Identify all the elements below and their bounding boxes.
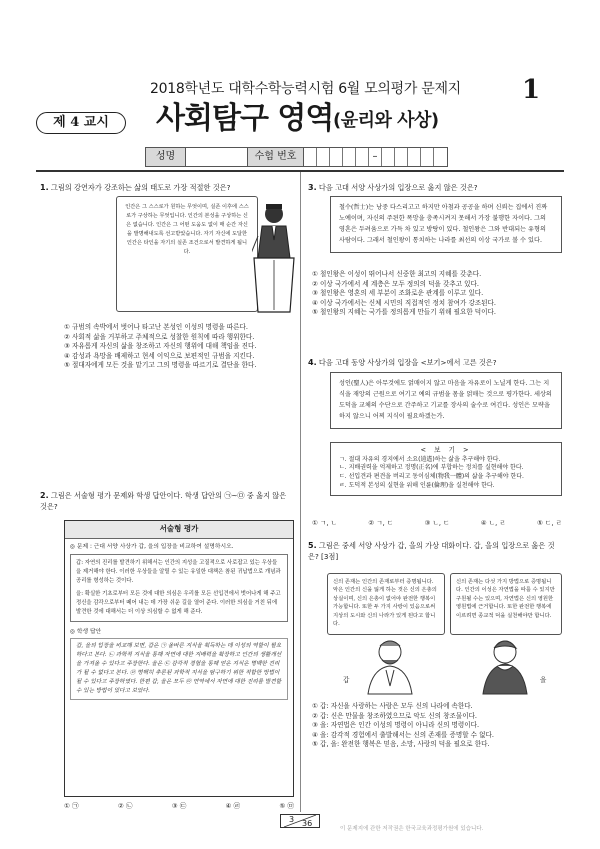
essay-passage	[70, 554, 288, 621]
exam-no-digit[interactable]	[317, 148, 330, 166]
exam-no-label: 수험 번호	[248, 148, 304, 166]
passage-eul: 을: 확실한 기초로부터 모든 것에 대한 의심은 우리를 모든 선입견에서 벗어나게 해 주고 정신을 감각으로부터 떼어 내는 데 가장 쉬운 길을 열어 준다. 이러한 의심을 거친 뒤에 발견한 것에 대해서는 더 이상 의심할 수 없게 해 준다.	[76, 590, 281, 615]
area-title: 사회탐구 영역	[156, 101, 334, 136]
option-3[interactable]: ③ 철인왕은 영혼의 세 부분이 조화로운 관계를 이루고 있다.	[312, 289, 484, 298]
copyright-note: 이 문제지에 관한 저작권은 한국교육과정평가원에 있습니다.	[340, 826, 484, 832]
exam-no-digit[interactable]	[395, 148, 408, 166]
question-text: 그림은 서술형 평가 문제와 학생 답안이다. 학생 답안의 ㉠~㉤ 중 옳지 않은 것은?	[40, 491, 287, 511]
answer-heading: ◎ 학생 답안	[70, 628, 102, 635]
option-3[interactable]: ③ ㄴ, ㄷ	[424, 519, 450, 527]
speech-bubble-eul: 신의 존재는 다섯 가지 방법으로 증명됩니다. 인간의 이성은 자연법을 따를 수 있지만 구원될 수는 있으며, 자연법은 신의 영원한 영원법에 근거합니다. 또한 완전한 행복에 이르려면 종교적 덕을 실천해야만 합니다.	[450, 573, 562, 635]
question-1-stem	[40, 182, 292, 194]
thinker-eul-illustration	[475, 636, 535, 696]
student-answer: 갑, 을의 입장을 비교해 보면, 갑은 ㉠ 올바른 지식을 획득하는 데 이성의 역할이 필요하다고 본다. ㉡ 과학적 지식을 통해 자연에 대한 지배력을 확장하고 인간의 생활개선을 가져올 수 있다고 주장한다. 을은 ㉢ 감각적 경험을 통해 얻은 지식은 명백한 진리가 될 수 없다고 본다. ㉣ 명백히 추론된 과학적 지식을 탐구하기 위한 적합한 방법이 될 수 있다고 주장하였다. 한편 갑, 을은 모두 ㉤ 연역에서 자연에 대한 진리를 발견할 수 있는 방법이 있다고 보았다.	[70, 638, 288, 700]
bogi-box	[330, 442, 562, 496]
lecturer-illustration	[252, 196, 300, 314]
option-4[interactable]: ④ 감성과 욕망을 배제하고 현세 이익으로 보편적인 규범을 지킨다.	[64, 351, 255, 360]
question-text: 다음 고대 동양 사상가의 입장을 <보기>에서 고른 것은?	[318, 358, 497, 367]
exam-no-digit[interactable]	[330, 148, 343, 166]
question-text: 그림의 강연자가 강조하는 삶의 태도로 가장 적절한 것은?	[50, 183, 231, 192]
question-number: 2.	[40, 491, 49, 500]
thinker-gap-illustration	[360, 636, 420, 696]
question-number: 5.	[308, 541, 317, 550]
bogi-item: ㄱ. 절대 자유의 경지에서 소요(逍遙)하는 삶을 추구해야 한다.	[339, 455, 501, 463]
question-number: 1.	[40, 183, 49, 192]
option-1[interactable]: ① 갑: 자신을 사랑하는 사람은 모두 신의 나라에 속한다.	[312, 702, 473, 710]
question-1-options	[64, 323, 298, 371]
option-5[interactable]: ⑤ ㄷ, ㄹ	[537, 519, 562, 527]
option-2[interactable]: ② ㄱ, ㄷ	[368, 519, 394, 527]
option-1[interactable]: ① ㄱ, ㄴ	[312, 519, 337, 527]
bogi-item: ㄹ. 도덕적 본성의 실현을 위해 인륜(倫理)을 실천해야 한다.	[339, 481, 495, 489]
speech-text: 인간은 그 스스로가 원하는 무엇이며, 실존 이후에 스스로가 구상하는 무엇입니다. 인간의 본성을 구상하는 신은 없습니다. 인간은 그 어떤 도움도 없이 매 순간 자신을 발명해내도록 선고받았습니다. 자기 자신에 도달한 인간은 타인을 자기의 실존 조건으로서 발견하게 됩니다.	[125, 204, 249, 256]
exam-no-digit[interactable]	[304, 148, 317, 166]
option-5[interactable]: ⑤ ㉤	[279, 802, 294, 810]
question-4-passage: 성인(聖人)은 아무것에도 얽매이지 않고 마음을 자유로이 노닐게 한다. 그는 지식을 재앙의 근원으로 여기고 예의 규범을 몸을 얽매는 것으로 평가한다. 세상의 도덕을 교체의 수단으로 간주하고 기교를 장사의 술수로 여긴다. 성인은 모략을 하지 않으니 어찌 지식이 필요하겠는가.	[330, 372, 562, 429]
option-4[interactable]: ④ 이상 국가에서는 신체 시민의 직접적인 정치 참여가 강조된다.	[312, 298, 497, 307]
option-2[interactable]: ② ㉡	[117, 802, 133, 810]
option-2[interactable]: ② 이상 국가에서 세 계층은 모두 정의의 덕을 갖추고 있다.	[312, 279, 480, 288]
essay-card	[64, 520, 294, 797]
option-4[interactable]: ④ 을: 감각적 경험에서 출발해서는 신의 존재를 증명할 수 없다.	[312, 730, 494, 739]
exam-no-digit[interactable]	[434, 148, 447, 166]
option-1[interactable]: ① ㉠	[64, 802, 79, 810]
passage-gap: 갑: 자연의 진리를 발견하기 위해서는 인간의 지성을 고질적으로 사로잡고 있는 우상들을 제거해야 한다. 이러한 우상들을 알릴 수 있는 유일한 대책은 참된 귀납법으로 개념과 공리를 형성하는 것이다.	[76, 560, 281, 585]
question-1	[40, 182, 292, 194]
question-3-passage: 철수(哲士)는 낭중 다스리고고 하지만 아첨과 공공을 하며 신뢰는 집에서 진짜 노예이며, 자신의 주된한 폭망을 충족시켜지 못해서 가장 불행한 자이다. 그의 영혼은 두려움으로 가득 차 있고 방탕이 있다. 철인왕은 그와 반대되는 유형의 사람이다. 그래서 철인왕이 통치하는 나라를 최선의 이상 국가로 볼 수 있다.	[330, 196, 562, 253]
speech-bubble-gap: 신의 존재는 인간의 존재로부터 증명됩니다. 악은 인간의 신을 잃게 하는 것은 신의 은총의 상실이며, 신의 은총이 없어야 완전한 행복이 가능합니다. 또한 두 가지 사랑이 있음으로써 지상의 도시와 신의 나라가 있게 된다고 합니다.	[327, 573, 445, 635]
exam-no-digit[interactable]	[356, 148, 369, 166]
bogi-item: ㄷ. 선입견과 편견을 버리고 동이심체(物我一體)의 삶을 추구해야 한다.	[339, 472, 524, 480]
question-text: 그림은 중세 서양 사상가 갑, 을의 가상 대화이다. 갑, 을의 입장으로 옳은 것은? [3점]	[308, 541, 555, 561]
question-2-stem	[40, 490, 292, 512]
subject-title: (윤리와 사상)	[333, 110, 439, 131]
option-3[interactable]: ③ 을: 자연법은 인간 이성의 명령이 아니라 신의 명령이다.	[312, 721, 480, 730]
question-number: 3.	[308, 183, 317, 192]
option-1[interactable]: ① 규범의 속박에서 벗어나 타고난 본성인 이성의 명령을 따른다.	[64, 323, 249, 331]
option-5[interactable]: ⑤ 철인왕의 지혜는 국가를 정의롭게 만들기 위해 필요한 덕이다.	[312, 308, 497, 317]
exam-no-dash: –	[369, 148, 382, 166]
option-2[interactable]: ② 사회적 삶을 거부하고 주체적으로 성찰한 원칙에 따라 행위한다.	[64, 332, 255, 341]
option-5[interactable]: ⑤ 절대자에게 모든 것을 맡기고 그의 명령을 따르기로 결단을 한다.	[64, 361, 257, 370]
option-4[interactable]: ④ ㉣	[225, 802, 241, 810]
option-4[interactable]: ④ ㄴ, ㄹ	[480, 519, 506, 527]
option-5[interactable]: ⑤ 갑, 을: 완전한 행복은 믿음, 소망, 사랑의 덕을 필요로 한다.	[312, 740, 490, 749]
option-1[interactable]: ① 철인왕은 이성이 뛰어나서 신중한 최고의 지혜를 갖춘다.	[312, 270, 482, 278]
option-3[interactable]: ③ ㉢	[171, 802, 187, 810]
label-eul: 을	[540, 676, 547, 684]
bogi-item: ㄴ. 지배권력을 억제하고 정명(正名)에 부합하는 정치를 실현해야 한다.	[339, 464, 524, 472]
question-number: 4.	[308, 358, 317, 367]
page-total: 36	[302, 819, 313, 828]
column-divider	[300, 172, 301, 812]
name-field[interactable]	[186, 148, 248, 166]
essay-problem: ◎ 문제 : 근대 서양 사상가 갑, 을의 입장을 비교하여 설명하시오.	[70, 543, 234, 550]
page-number: 3	[289, 815, 295, 824]
question-2-options	[64, 802, 294, 812]
option-2[interactable]: ② 갑: 신은 만물을 창조하였으므로 악도 신의 창조물이다.	[312, 711, 478, 720]
question-3-stem	[308, 182, 564, 194]
question-5-stem	[308, 540, 564, 562]
essay-card-title: 서술형 평가	[65, 521, 293, 539]
page-counter	[280, 814, 320, 828]
question-3-options	[312, 270, 566, 318]
label-gap: 갑	[343, 676, 350, 684]
exam-no-digit[interactable]	[382, 148, 395, 166]
question-4-stem	[308, 357, 564, 369]
speech-bubble	[116, 196, 258, 312]
exam-title: 2018학년도 대학수학능력시험 6월 모의평가 문제지	[150, 81, 461, 97]
name-label: 성명	[146, 148, 186, 166]
question-5-options	[312, 702, 564, 750]
page-marker: 1	[522, 75, 541, 105]
exam-no-digit[interactable]	[408, 148, 421, 166]
candidate-info-row	[145, 147, 448, 167]
exam-no-digit[interactable]	[343, 148, 356, 166]
question-4-options	[312, 519, 562, 529]
period-badge: 제 4 교시	[36, 112, 126, 134]
exam-no-digit[interactable]	[421, 148, 434, 166]
page-counter-frame	[280, 814, 320, 828]
option-3[interactable]: ③ 자유롭게 자신의 삶을 창조하고 자신의 행위에 대해 책임을 진다.	[64, 342, 257, 351]
question-text: 다음 고대 서양 사상가의 입장으로 옳지 않은 것은?	[318, 183, 478, 192]
bogi-title: < 보 기 >	[420, 446, 472, 454]
